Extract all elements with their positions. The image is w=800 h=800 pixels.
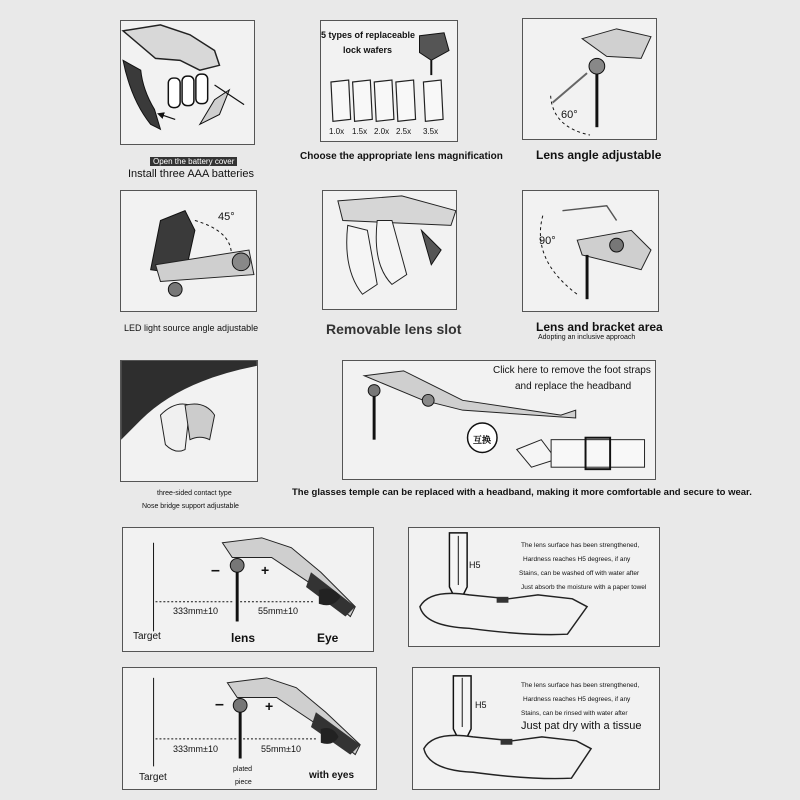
lens-slot-illustration bbox=[322, 190, 457, 310]
plated-label-line1: plated bbox=[233, 766, 253, 773]
bracket-illustration bbox=[522, 190, 659, 312]
led-angle-drawing bbox=[121, 191, 256, 311]
magnification-3: 2.0x bbox=[374, 127, 390, 136]
lens-wafer-note-line1: 5 types of replaceable bbox=[321, 30, 416, 40]
hardness-line2-2: Hardness reaches H5 degrees, if any bbox=[523, 696, 631, 703]
minus-sign-1: – bbox=[211, 562, 220, 579]
lens-slot-caption: Removable lens slot bbox=[326, 321, 462, 337]
led-angle-illustration bbox=[120, 190, 257, 312]
nose-caption-line1: three-sided contact type bbox=[157, 490, 232, 497]
plus-sign-2: + bbox=[265, 698, 274, 714]
target-label-1: Target bbox=[133, 631, 161, 642]
lens-angle-drawing bbox=[523, 19, 656, 139]
headband-note-line1: Click here to remove the foot straps bbox=[493, 365, 651, 376]
eye-label: Eye bbox=[317, 631, 339, 645]
led-angle-value: 45° bbox=[218, 211, 235, 223]
headband-drawing bbox=[343, 361, 655, 479]
distance-illustration-1 bbox=[122, 527, 374, 652]
nose-caption-line2: Nose bridge support adjustable bbox=[142, 503, 239, 510]
lens-magnification-illustration bbox=[320, 20, 458, 142]
hardness-line2-1: Hardness reaches H5 degrees, if any bbox=[523, 556, 631, 563]
distance-illustration-2 bbox=[122, 667, 377, 790]
lens-wafer-note-line2: lock wafers bbox=[343, 45, 393, 55]
battery-caption: Install three AAA batteries bbox=[128, 168, 254, 180]
led-angle-caption: LED light source angle adjustable bbox=[124, 323, 259, 333]
pencil-hardness-2: H5 bbox=[475, 700, 487, 710]
magnification-1: 1.0x bbox=[329, 127, 345, 136]
nose-bridge-drawing bbox=[121, 361, 257, 481]
bracket-drawing bbox=[523, 191, 658, 311]
hardness-illustration-2 bbox=[412, 667, 660, 790]
magnification-2: 1.5x bbox=[352, 127, 368, 136]
headband-illustration bbox=[342, 360, 656, 480]
headband-note-line2: and replace the headband bbox=[515, 381, 632, 392]
pencil-hardness-1: H5 bbox=[469, 560, 481, 570]
plus-sign-1: + bbox=[261, 562, 270, 578]
hardness-line4-2: Just pat dry with a tissue bbox=[521, 720, 642, 732]
target-label-2: Target bbox=[139, 772, 167, 783]
battery-illustration bbox=[120, 20, 255, 145]
lens-label: lens bbox=[231, 631, 256, 645]
headband-caption: The glasses temple can be replaced with a headband, making it more comfortable and secure to wear. bbox=[292, 487, 752, 498]
hardness-line1-1: The lens surface has been strengthened, bbox=[521, 542, 640, 549]
lens-angle-caption: Lens angle adjustable bbox=[536, 148, 662, 162]
plated-label-line2: piece bbox=[235, 779, 252, 786]
swap-badge: 互换 bbox=[473, 435, 492, 445]
distance-eye-1: 55mm±10 bbox=[258, 606, 298, 616]
hardness-line3-2: Stains, can be rinsed with water after bbox=[521, 710, 628, 717]
lens-magnification-caption: Choose the appropriate lens magnification bbox=[300, 151, 503, 162]
with-eyes-label: with eyes bbox=[309, 770, 355, 781]
battery-drawing bbox=[121, 21, 254, 144]
bracket-caption-small: Adopting an inclusive approach bbox=[538, 334, 636, 341]
battery-cover-caption: Open the battery cover bbox=[150, 157, 237, 166]
lens-slot-drawing bbox=[323, 191, 456, 309]
distance-target-2: 333mm±10 bbox=[173, 744, 218, 754]
bracket-angle-value: 90° bbox=[539, 235, 556, 247]
magnification-4: 2.5x bbox=[396, 127, 412, 136]
hardness-line1-2: The lens surface has been strengthened, bbox=[521, 682, 640, 689]
minus-sign-2: – bbox=[215, 696, 224, 713]
hardness-line3-1: Stains, can be washed off with water after bbox=[519, 570, 640, 577]
nose-bridge-illustration bbox=[120, 360, 258, 482]
hardness-illustration-1 bbox=[408, 527, 660, 647]
distance-target-1: 333mm±10 bbox=[173, 606, 218, 616]
bracket-caption: Lens and bracket area bbox=[536, 320, 663, 334]
lens-angle-illustration bbox=[522, 18, 657, 140]
distance-eye-2: 55mm±10 bbox=[261, 744, 301, 754]
hardness-line4-1: Just absorb the moisture with a paper towel bbox=[521, 584, 647, 591]
lens-angle-value: 60° bbox=[561, 109, 578, 121]
magnification-5: 3.5x bbox=[423, 127, 439, 136]
